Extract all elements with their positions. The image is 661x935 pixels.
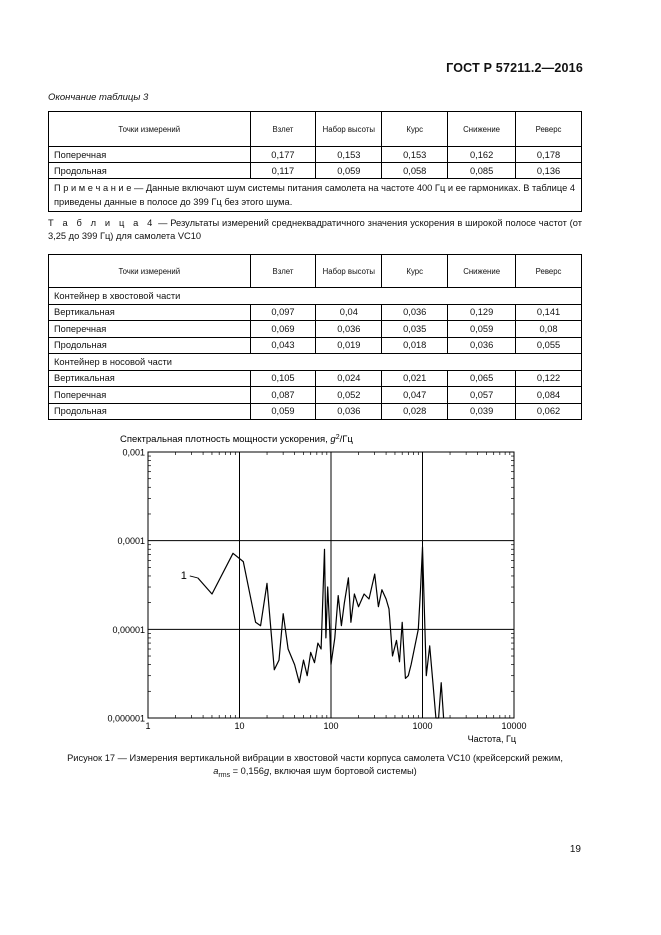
table3 (48, 111, 582, 212)
table-cell: 0,047 (382, 387, 448, 404)
table-header-cell: Снижение (448, 112, 516, 147)
table-cell: 0,085 (448, 163, 516, 179)
x-tick-label: 100 (323, 721, 339, 731)
table3-note-row (49, 179, 582, 212)
table-cell: 0,036 (316, 403, 382, 420)
y-axis-unit-g: g (330, 434, 336, 445)
table-cell: 0,097 (250, 304, 316, 321)
table-cell: 0,065 (448, 370, 516, 387)
table4 (48, 254, 582, 420)
table-cell: 0,136 (516, 163, 582, 179)
table-cell: 0,019 (316, 337, 382, 354)
caption-rest2: , включая шум бортовой системы) (269, 766, 417, 776)
table-cell: 0,087 (250, 387, 316, 404)
table-cell: 0,122 (516, 370, 582, 387)
table-cell: 0,036 (382, 304, 448, 321)
table-cell: 0,036 (448, 337, 516, 354)
table-row (49, 403, 582, 420)
table-header-cell: Взлет (250, 112, 316, 147)
psd-chart-svg (0, 425, 661, 755)
note-label: П р и м е ч а н и е (54, 183, 132, 193)
table-cell: 0,057 (448, 387, 516, 404)
y-tick-label: 0,001 (122, 447, 145, 458)
table-cell: 0,062 (516, 403, 582, 420)
y-axis-unit-rest: /Гц (339, 434, 353, 445)
document-code: ГОСТ Р 57211.2—2016 (446, 61, 583, 75)
table-header-cell: Точки измерений (49, 112, 251, 147)
table-cell: 0,021 (382, 370, 448, 387)
x-tick-label: 1 (145, 721, 151, 731)
table-row (49, 304, 582, 321)
table-cell: 0,028 (382, 403, 448, 420)
x-tick-label: 1000 (412, 721, 433, 731)
table-header-cell: Точки измерений (49, 255, 251, 288)
table3-caption: Окончание таблицы 3 (48, 92, 149, 103)
table-cell: Поперечная (49, 147, 251, 163)
table-row (49, 387, 582, 404)
table-cell: Вертикальная (49, 304, 251, 321)
table4-caption-text: — Результаты измерений среднеквадратичного значения ускорения в широкой полосе частот (от 3,25 до 399 Гц) для самолета VC10 (48, 218, 582, 241)
table-cell: 0,117 (250, 163, 316, 179)
page-number: 19 (569, 844, 581, 855)
table-cell: 0,129 (448, 304, 516, 321)
table-cell: 0,052 (316, 387, 382, 404)
table-row (49, 337, 582, 354)
series-line (198, 547, 444, 718)
table-cell: 0,059 (316, 163, 382, 179)
table4-header-row (49, 255, 582, 288)
x-axis-label: Частота, Гц (467, 734, 516, 744)
table-cell: 0,153 (316, 147, 382, 163)
table-cell: 0,055 (516, 337, 582, 354)
caption-g: g (263, 766, 270, 776)
table-cell: 0,059 (448, 321, 516, 338)
table4-caption-label: Т а б л и ц а 4 (48, 218, 156, 228)
table-cell: 0,04 (316, 304, 382, 321)
table-header-cell: Взлет (250, 255, 316, 288)
caption-sub: rms (218, 771, 231, 779)
table3-note (49, 179, 582, 212)
y-axis-label (120, 434, 353, 446)
table-cell: Продольная (49, 403, 251, 420)
y-axis-unit-exp: 2 (335, 433, 340, 441)
table-cell: 0,018 (382, 337, 448, 354)
table-header-cell: Курс (382, 112, 448, 147)
psd-chart (0, 425, 661, 755)
y-axis-label-text: Спектральная плотность мощности ускорения, (120, 434, 331, 445)
table-cell: 0,177 (250, 147, 316, 163)
table-cell: 0,059 (250, 403, 316, 420)
table4-caption (48, 217, 582, 243)
figure-caption-line1: Рисунок 17 — Измерения вертикальной вибрации в хвостовой части корпуса самолета VC10 (крейсерский режим, (67, 753, 563, 763)
caption-a: a (213, 766, 219, 776)
figure-caption-line2 (48, 765, 582, 782)
figure-caption (48, 752, 582, 782)
x-tick-label: 10000 (501, 721, 527, 731)
y-tick-label: 0,000001 (107, 713, 145, 724)
table-header-cell: Набор высоты (316, 112, 382, 147)
table-cell: Поперечная (49, 387, 251, 404)
table-cell: 0,035 (382, 321, 448, 338)
table-cell: 0,069 (250, 321, 316, 338)
note-text: — Данные включают шум системы питания самолета на частоте 400 Гц и ее гармониках. В таблице 4 приведены данные в полосе до 399 Гц без этого шума. (54, 183, 576, 207)
table-cell: 0,162 (448, 147, 516, 163)
group-row (49, 354, 582, 371)
x-tick-label: 10 (234, 721, 245, 731)
table-cell: 0,084 (516, 387, 582, 404)
table-header-cell: Курс (382, 255, 448, 288)
series-label-leader (190, 576, 198, 578)
table-cell: 0,036 (316, 321, 382, 338)
caption-rest1: = 0,156 (230, 766, 264, 776)
table-cell: Продольная (49, 163, 251, 179)
table3-header-row (49, 112, 582, 147)
table-cell: Поперечная (49, 321, 251, 338)
table-row (49, 163, 582, 179)
table-cell: 0,178 (516, 147, 582, 163)
y-tick-label: 0,0001 (117, 536, 145, 547)
y-tick-label: 0,00001 (112, 624, 145, 635)
table-cell: 0,141 (516, 304, 582, 321)
group-label: Контейнер в носовой части (49, 354, 582, 371)
table-cell: Вертикальная (49, 370, 251, 387)
series-label: 1 (180, 569, 187, 582)
group-label: Контейнер в хвостовой части (49, 288, 582, 305)
table-header-cell: Реверс (516, 255, 582, 288)
table-cell: Продольная (49, 337, 251, 354)
group-row (49, 288, 582, 305)
table-cell: 0,058 (382, 163, 448, 179)
table-row (49, 147, 582, 163)
table-cell: 0,043 (250, 337, 316, 354)
table-row (49, 321, 582, 338)
table-cell: 0,08 (516, 321, 582, 338)
table-cell: 0,153 (382, 147, 448, 163)
table-row (49, 370, 582, 387)
table-cell: 0,039 (448, 403, 516, 420)
table-cell: 0,024 (316, 370, 382, 387)
table-header-cell: Набор высоты (316, 255, 382, 288)
plot-area (107, 448, 526, 732)
table-cell: 0,105 (250, 370, 316, 387)
table-header-cell: Реверс (516, 112, 582, 147)
table-header-cell: Снижение (448, 255, 516, 288)
